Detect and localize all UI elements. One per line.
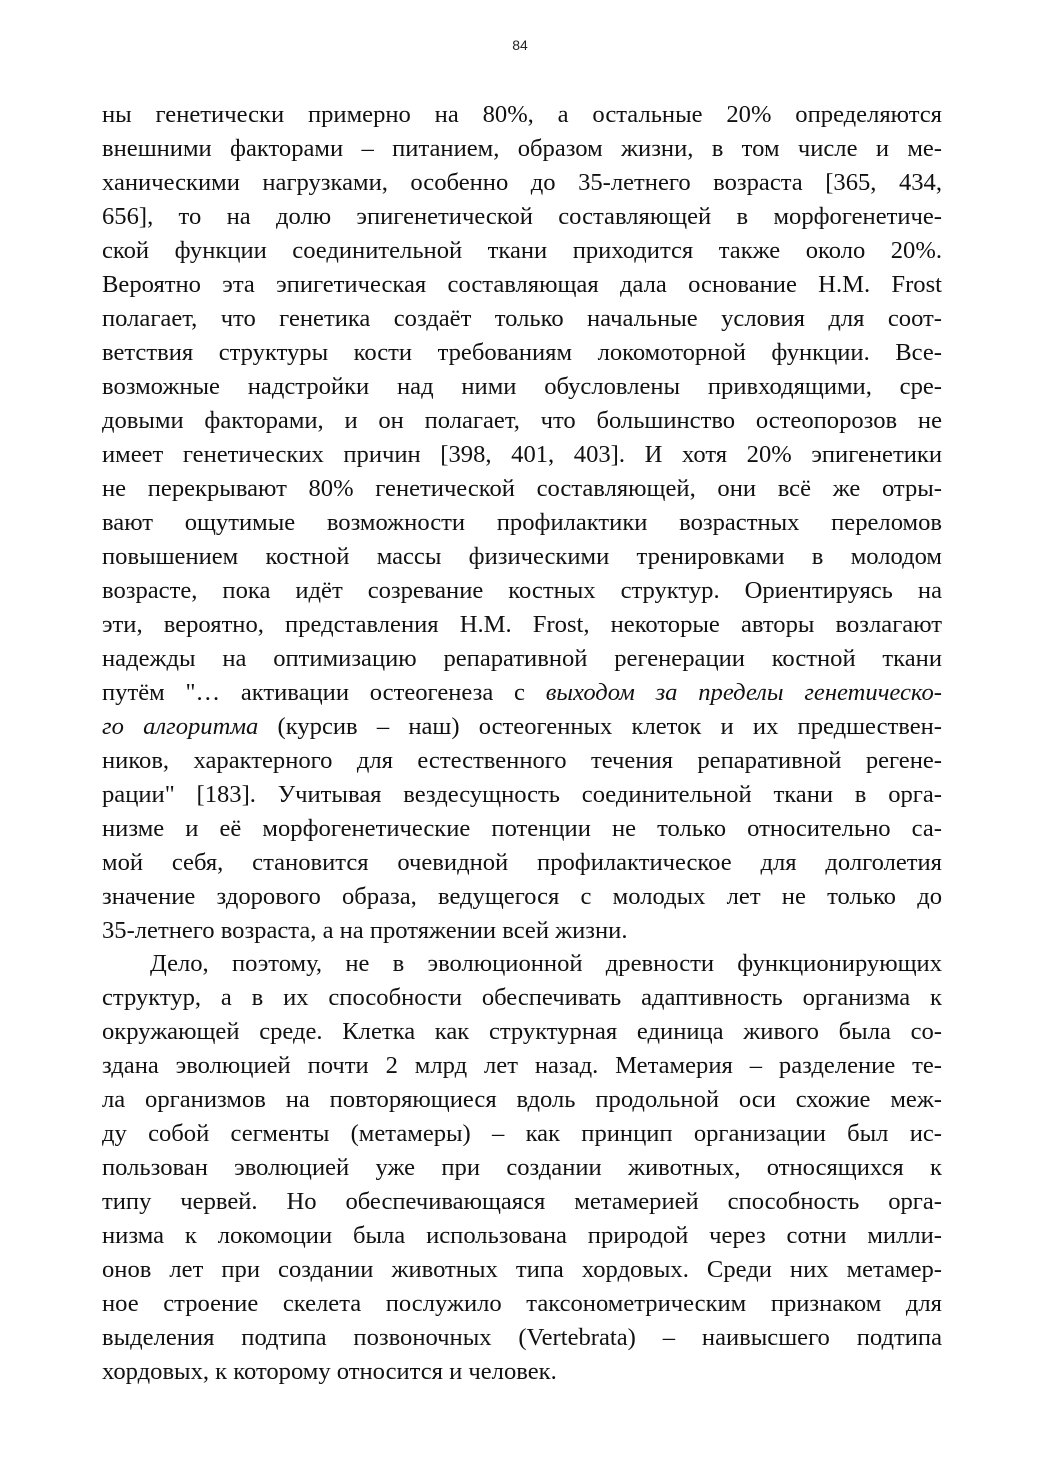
text-line: низма к локомоции была использована природой через сотни милли- (102, 1222, 942, 1249)
text-line: выделения подтипа позвоночных (Vertebrata) – наивысшего подтипа (102, 1324, 942, 1351)
text-line: мой себя, становится очевидной профилактическое для долголетия (102, 849, 942, 876)
text-line: повышением костной массы физическими тренировками в молодом (102, 543, 942, 570)
italic-text-run: выходом за пределы генетическо- (545, 679, 942, 706)
text-line: ны генетически примерно на 80%, а остальные 20% определяются (102, 101, 942, 128)
text-line: внешними факторами – питанием, образом жизни, в том числе и ме- (102, 135, 942, 162)
text-line: Дело, поэтому, не в эволюционной древности функционирующих (150, 950, 942, 977)
paragraph-1 (102, 98, 942, 948)
text-line: 35-летнего возраста, а на протяжении всей жизни. (102, 917, 628, 944)
text-line: довыми факторами, и он полагает, что большинство остеопорозов не (102, 407, 942, 434)
text-line: хордовых, к которому относится и человек. (102, 1358, 557, 1385)
text-line: Вероятно эта эпигетическая составляющая дала основание H.M. Frost (102, 271, 942, 298)
italic-text-run: го алгоритма (102, 713, 259, 740)
text-line: структур, а в их способности обеспечивать адаптивность организма к (102, 984, 942, 1011)
text-line: типу червей. Но обеспечивающаяся метамерией способность орга- (102, 1188, 942, 1215)
text-line: возрасте, пока идёт созревание костных структур. Ориентируясь на (102, 577, 942, 604)
text-run: путём "… активации остеогенеза с (102, 679, 546, 706)
text-line: рации" [183]. Учитывая вездесущность соединительной ткани в орга- (102, 781, 942, 808)
text-run: (курсив – наш) остеогенных клеток и их предшествен- (258, 713, 942, 740)
text-line: имеет генетических причин [398, 401, 403]. И хотя 20% эпигенетики (102, 441, 942, 468)
text-line: онов лет при создании животных типа хордовых. Среди них метамер- (102, 1256, 942, 1283)
text-line: эти, вероятно, представления H.M. Frost, некоторые авторы возлагают (102, 611, 942, 638)
page-number: 84 (512, 37, 528, 53)
text-line: ветствия структуры кости требованиям локомоторной функции. Все- (102, 339, 942, 366)
text-line: 656], то на долю эпигенетической составляющей в морфогенетиче- (102, 203, 942, 230)
text-line: ное строение скелета послужило таксонометрическим признаком для (102, 1290, 942, 1317)
text-line: ской функции соединительной ткани приходится также около 20%. (102, 237, 942, 264)
text-line (102, 676, 942, 710)
text-line: ханическими нагрузками, особенно до 35-летнего возраста [365, 434, (102, 169, 942, 196)
text-line: полагает, что генетика создаёт только начальные условия для соот- (102, 305, 942, 332)
text-line: надежды на оптимизацию репаративной регенерации костной ткани (102, 645, 942, 672)
text-line: ников, характерного для естественного течения репаративной регене- (102, 747, 942, 774)
text-line: возможные надстройки над ними обусловлены привходящими, сре- (102, 373, 942, 400)
text-line: вают ощутимые возможности профилактики возрастных переломов (102, 509, 942, 536)
text-line: ду собой сегменты (метамеры) – как принцип организации был ис- (102, 1120, 942, 1147)
text-line: низме и её морфогенетические потенции не только относительно са- (102, 815, 942, 842)
text-line: пользован эволюцией уже при создании животных, относящихся к (102, 1154, 942, 1181)
text-line (102, 710, 942, 744)
text-line: не перекрывают 80% генетической составляющей, они всё же отры- (102, 475, 942, 502)
text-line: ла организмов на повторяющиеся вдоль продольной оси схожие меж- (102, 1086, 942, 1113)
text-line: здана эволюцией почти 2 млрд лет назад. Метамерия – разделение те- (102, 1052, 942, 1079)
text-line: значение здорового образа, ведущегося с молодых лет не только до (102, 883, 942, 910)
text-line: окружающей среде. Клетка как структурная единица живого была со- (102, 1018, 942, 1045)
paragraph-2 (102, 947, 942, 1389)
